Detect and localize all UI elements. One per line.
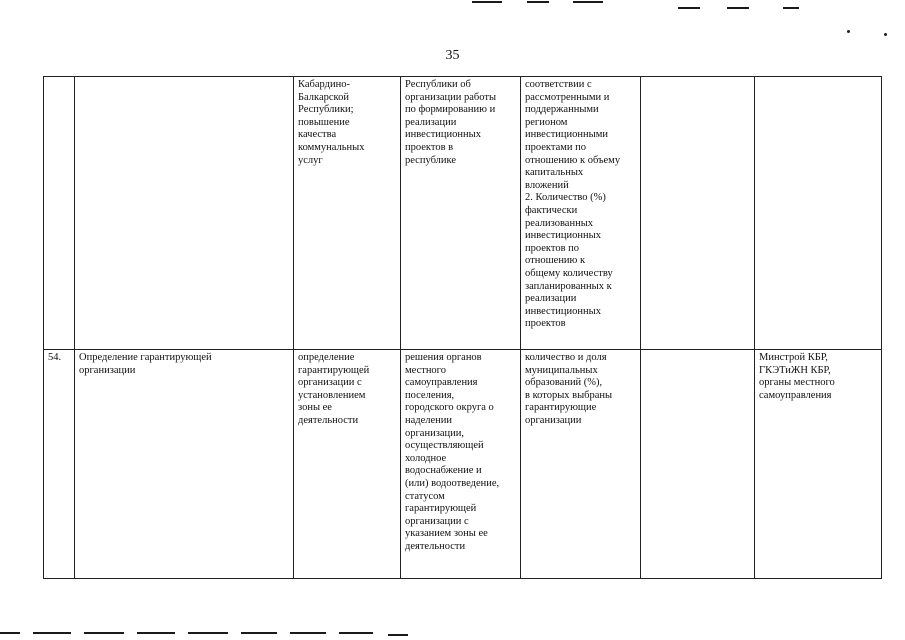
scan-artifact-bottom	[33, 632, 71, 634]
deadline-cell	[641, 77, 755, 350]
scan-artifact-bottom	[388, 634, 408, 636]
row-number-cell: 54.	[44, 350, 75, 579]
measure-name-cell	[75, 77, 294, 350]
scan-artifact-bottom	[188, 632, 228, 634]
goal-cell: определение гарантирующей организации с установлением зоны ее деятельности	[294, 350, 401, 579]
row-number-cell	[44, 77, 75, 350]
scan-artifact-bottom	[339, 632, 373, 634]
responsible-cell: Минстрой КБР, ГКЭТиЖН КБР, органы местного самоуправления	[755, 350, 882, 579]
scan-artifact-bottom	[0, 632, 20, 634]
scan-artifact-bottom	[84, 632, 124, 634]
scan-artifact-dot	[847, 30, 850, 33]
legal-act-cell: Республики об организации работы по формированию и реализации инвестиционных проектов в республике	[401, 77, 521, 350]
responsible-cell	[755, 77, 882, 350]
legal-act-cell: решения органов местного самоуправления поселения, городского округа о наделении организации, осуществляющей холодное водоснабжение и (или) водоотведение, статусом гарантирующей организации с указанием зоны ее деятельности	[401, 350, 521, 579]
scan-artifact-top	[472, 1, 502, 3]
scan-artifact-dot	[884, 33, 887, 36]
measure-name-cell: Определение гарантирующей организации	[75, 350, 294, 579]
indicator-cell: количество и доля муниципальных образований (%), в которых выбраны гарантирующие организации	[521, 350, 641, 579]
scan-artifact-bottom	[241, 632, 277, 634]
goal-cell: Кабардино- Балкарской Республики; повышение качества коммунальных услуг	[294, 77, 401, 350]
measures-table	[43, 76, 882, 579]
scan-artifact-bottom	[137, 632, 175, 634]
scan-artifact-top	[527, 1, 549, 3]
scan-artifact-top	[783, 7, 799, 9]
page-number: 35	[445, 48, 460, 63]
indicator-cell: соответствии с рассмотренными и поддержанными регионом инвестиционными проектами по отношению к объему капитальных вложений 2. Количество (%) фактически реализованных инвестиционных проектов по отношению к общему количеству запланированных к реализации инвестиционных проектов	[521, 77, 641, 350]
deadline-cell	[641, 350, 755, 579]
scan-artifact-top	[678, 7, 700, 9]
table-row	[44, 77, 882, 350]
scan-artifact-top	[573, 1, 603, 3]
scan-artifact-bottom	[290, 632, 326, 634]
table-row	[44, 350, 882, 579]
scan-artifact-top	[727, 7, 749, 9]
